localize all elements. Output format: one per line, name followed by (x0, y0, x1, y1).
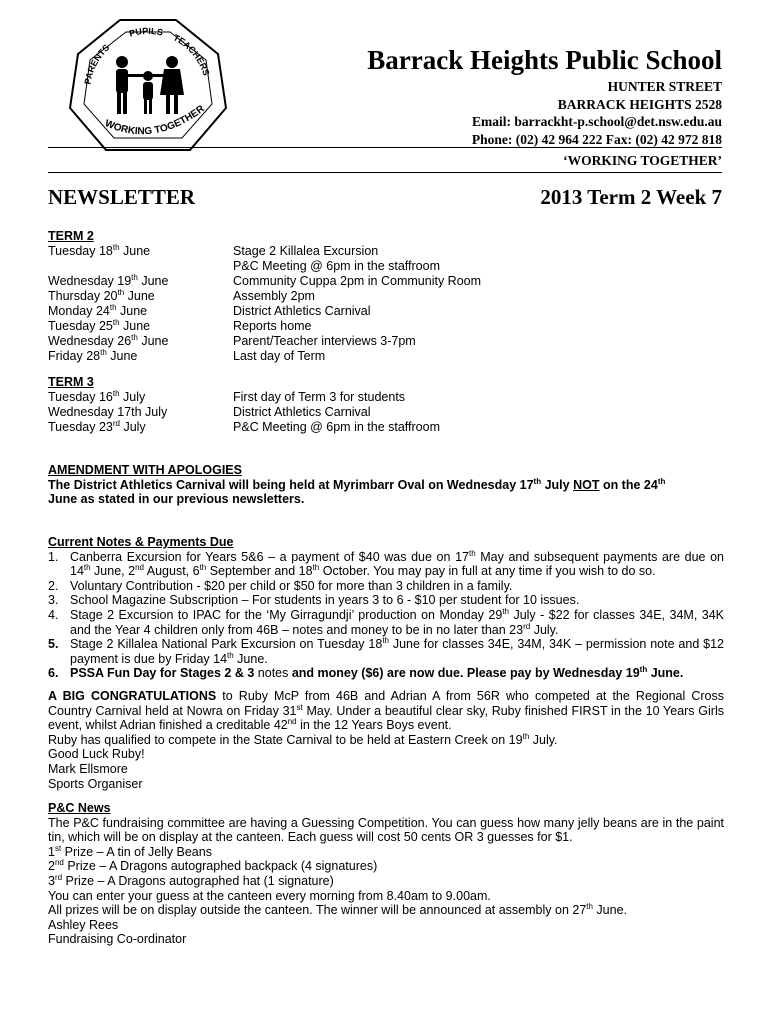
school-motto: ‘WORKING TOGETHER’ (563, 153, 722, 168)
pc-news-signature-name: Ashley Rees (48, 917, 119, 932)
calendar-row: Wednesday 17th July District Athletics Carnival (48, 405, 371, 419)
school-email: Email: barrackht-p.school@det.nsw.edu.au (472, 114, 722, 129)
pc-news-announcement: All prizes will be on display outside the canteen. The winner will be announced at assembly on 27th June. (48, 902, 628, 918)
note-text: Stage 2 Excursion to IPAC for the ‘My Girragundji’ production on Monday 29th July - $22 for classes 34E, 34M, 34K and the Year 4 children only from 46B – notes and money to be in no later than 23rd July. (70, 606, 724, 637)
logo-left-text: PARENTS (82, 42, 112, 86)
note-text: Voluntary Contribution - $20 per child or $50 for more than 3 children in a family. (70, 578, 513, 593)
term3-calendar (48, 375, 653, 435)
note-item (48, 593, 724, 608)
term2-heading: TERM 2 (48, 229, 94, 243)
note-number: 2. (48, 578, 59, 593)
calendar-row: Tuesday 23rd July P&C Meeting @ 6pm in the staffroom (48, 418, 440, 434)
note-number: 1. (48, 549, 59, 564)
calendar-row: Wednesday 26th June Parent/Teacher interviews 3-7pm (48, 332, 416, 348)
school-phone: Phone: (02) 42 964 222 Fax: (02) 42 972 818 (471, 131, 722, 147)
pc-news-section (48, 801, 724, 947)
calendar-row: Tuesday 18th June Stage 2 Killalea Excursion (48, 242, 379, 258)
notes-section (48, 535, 724, 681)
congrats-section (48, 689, 724, 791)
amendment-heading: AMENDMENT WITH APOLOGIES (48, 463, 242, 477)
note-number: 3. (48, 593, 59, 608)
calendar-row: P&C Meeting @ 6pm in the staffroom (233, 259, 440, 273)
header-divider (48, 147, 722, 148)
logo-bottom-text: WORKING TOGETHER (103, 103, 207, 138)
congrats-qualified: Ruby has qualified to compete in the State Carnival to be held at Eastern Creek on 19th July. (48, 731, 558, 747)
pc-news-entry-times: You can enter your guess at the canteen every morning from 8.40am to 9.00am. (48, 888, 491, 903)
amendment-text: The District Athletics Carnival will being held at Myrimbarr Oval on Wednesday 17th July NOT on the 24th June as stated in our previous newsletters. (48, 476, 666, 507)
note-text: PSSA Fun Day for Stages 2 & 3 notes and money ($6) are now due. Please pay by Wednesday 19th June. (70, 665, 684, 681)
note-number: 6. (48, 666, 59, 681)
pc-news-signature-role: Fundraising Co-ordinator (48, 932, 187, 947)
school-name: Barrack Heights Public School (367, 45, 722, 75)
calendar-row: Wednesday 19th June Community Cuppa 2pm in Community Room (48, 272, 482, 288)
note-item (48, 579, 724, 594)
pc-news-heading: P&C News (48, 801, 111, 815)
term2-calendar (48, 229, 653, 364)
term3-heading: TERM 3 (48, 375, 94, 389)
notes-list (48, 550, 724, 681)
prize-3: 3rd Prize – A Dragons autographed hat (1 signature) (48, 872, 334, 888)
pc-news-intro: The P&C fundraising committee are having a Guessing Competition. You can guess how many jelly beans are in the paint tin, which will be on display at the canteen. Each guess will cost 50 cents OR 3 guesses for $1. (48, 815, 724, 845)
note-item (48, 666, 724, 681)
calendar-row: Tuesday 16th July First day of Term 3 for students (48, 388, 406, 404)
prize-1: 1st Prize – A tin of Jelly Beans (48, 843, 212, 859)
calendar-row: Monday 24th June District Athletics Carnival (48, 302, 371, 318)
note-text: Stage 2 Killalea National Park Excursion on Tuesday 18th June for classes 34E, 34M, 34K – permission note and $12 payment is due by Friday 14th June. (70, 636, 724, 666)
newsletter-title: NEWSLETTER (48, 185, 196, 209)
logo-top-text: PUPILS (128, 25, 164, 39)
note-number: 4. (48, 607, 59, 622)
calendar-row: Tuesday 25th June Reports home (48, 317, 312, 333)
logo-right-text: TEACHERS (171, 32, 212, 77)
congrats-paragraph: A BIG CONGRATULATIONS to Ruby McP from 46B and Adrian A from 56R who competed at the Regional Cross Country Carnival held at Nowra on Friday 31st May. Under a beautiful clear sky, Ruby finished FIRST in the 10 Years Girls event, whilst Adrian finished a creditable 42nd in the 12 Years Boys event. (48, 689, 724, 733)
address-street: HUNTER STREET (607, 79, 722, 94)
prize-2: 2nd Prize – A Dragons autographed backpack (4 signatures) (48, 858, 378, 874)
note-item (48, 550, 724, 579)
note-item (48, 637, 724, 666)
congrats-signature-name: Mark Ellsmore (48, 761, 128, 776)
congrats-signature-role: Sports Organiser (48, 776, 143, 791)
note-number: 5. (48, 637, 59, 652)
notes-heading: Current Notes & Payments Due (48, 535, 234, 549)
school-logo (60, 12, 235, 162)
calendar-row: Friday 28th June Last day of Term (48, 347, 326, 363)
note-text: Canberra Excursion for Years 5&6 – a payment of $40 was due on 17th May and subsequent payments are due on 14th June, 2nd August, 6th September and 18th October. You may pay in full at any time if you wish to do so. (70, 548, 724, 579)
calendar-row: Thursday 20th June Assembly 2pm (48, 287, 315, 303)
motto-divider (48, 172, 722, 173)
newsletter-term-week: 2013 Term 2 Week 7 (540, 185, 722, 209)
school-address-block (367, 44, 722, 148)
congrats-good-luck: Good Luck Ruby! (48, 747, 145, 762)
note-text: School Magazine Subscription – For students in years 3 to 6 - $10 per student for 10 issues. (70, 593, 580, 608)
address-suburb: BARRACK HEIGHTS 2528 (557, 96, 722, 112)
amendment-section (48, 463, 724, 507)
note-item (48, 608, 724, 637)
